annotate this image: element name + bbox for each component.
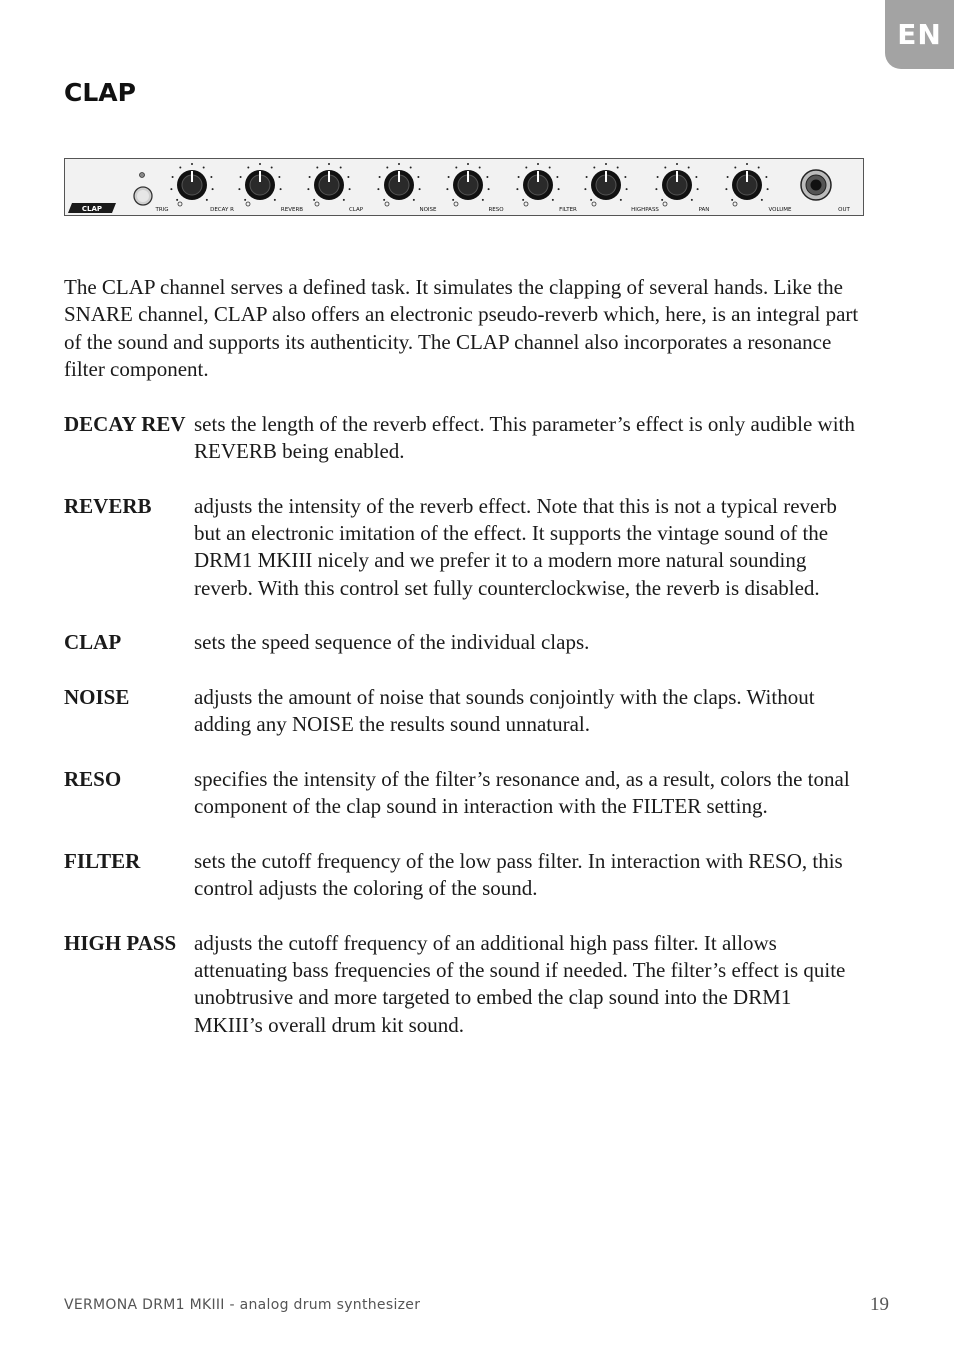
knob-scale-dot (691, 199, 693, 201)
param-term: CLAP (64, 630, 122, 655)
knob-scale-dot (307, 188, 309, 190)
param-noise (64, 684, 864, 739)
knob-scale-dot (661, 199, 663, 201)
knob-scale-dot (522, 199, 524, 201)
knob-scale-dot (417, 176, 419, 178)
knob-scale-dot (734, 167, 736, 169)
knob-scale-dot (765, 176, 767, 178)
param-term: NOISE (64, 684, 130, 709)
knob-scale-dot (617, 167, 619, 169)
knob-scale-dot (271, 167, 273, 169)
knob-scale-dot (413, 199, 415, 201)
param-description: sets the cutoff frequency of the low pass filter. In interaction with RESO, this control adjusts the coloring of the sound. (194, 848, 843, 901)
parameter-list (64, 411, 864, 1066)
knob-scale-dot (590, 199, 592, 201)
knob-scale-dot (731, 199, 733, 201)
param-term: RESO (64, 766, 122, 791)
knob-scale-dot (343, 199, 345, 201)
panel-label: VOLUME (768, 207, 792, 213)
param-clap (64, 629, 864, 656)
knob-scale-dot (758, 167, 760, 169)
param-term: HIGH PASS (64, 930, 177, 955)
panel-label: NOISE (419, 207, 437, 213)
knob-scale-dot (549, 167, 551, 169)
param-description: adjusts the cutoff frequency of an additional high pass filter. It allows attenuating bass frequencies of the sound if needed. The filter’s effect is quite unobtrusive and more targeted to embed the clap sound into the DRM1 MKIII’s overall drum kit sound. (194, 930, 846, 1037)
knob-scale-dot (688, 167, 690, 169)
knob-scale-dot (767, 188, 769, 190)
knob-scale-dot (386, 167, 388, 169)
footer-title: VERMONA DRM1 MKIII - analog drum synthesizer (64, 1297, 421, 1313)
trig-led (140, 173, 145, 178)
knob-scale-dot (398, 163, 400, 165)
knob-scale-dot (584, 188, 586, 190)
knob-scale-dot (377, 188, 379, 190)
page-number: 19 (870, 1294, 889, 1315)
knob-scale-dot (586, 176, 588, 178)
knob-scale-dot (525, 167, 527, 169)
knob-scale-dot (240, 176, 242, 178)
knob-scale-dot (313, 199, 315, 201)
knob-scale-dot (558, 188, 560, 190)
param-description: sets the speed sequence of the individual claps. (194, 630, 590, 655)
knob-scale-dot (761, 199, 763, 201)
knob-scale-dot (486, 176, 488, 178)
param-reso (64, 766, 864, 821)
knob-scale-dot (410, 167, 412, 169)
param-filter (64, 848, 864, 903)
knob-scale-dot (452, 199, 454, 201)
knob-scale-dot (657, 176, 659, 178)
knob-scale-dot (176, 199, 178, 201)
clap-channel-panel-image (64, 158, 864, 216)
knob-scale-dot (488, 188, 490, 190)
param-term: FILTER (64, 848, 141, 873)
knob-scale-dot (278, 176, 280, 178)
knob-scale-dot (446, 188, 448, 190)
intro-paragraph: The CLAP channel serves a defined task. It simulates the clapping of several hands. Like the SNARE channel, CLAP also offers an electronic pseudo-reverb which, here, is an integral part of the sound and supports its authenticity. The CLAP channel also incorporates a resonance filter component. (64, 275, 859, 381)
knob-scale-dot (274, 199, 276, 201)
knob-scale-dot (347, 176, 349, 178)
knob-scale-dot (552, 199, 554, 201)
knob-scale-dot (537, 163, 539, 165)
knob-scale-dot (746, 163, 748, 165)
knob-scale-dot (212, 188, 214, 190)
knob-scale-dot (328, 163, 330, 165)
param-description: sets the length of the reverb effect. This parameter’s effect is only audible with REVERB being enabled. (194, 412, 855, 464)
knob-scale-dot (518, 176, 520, 178)
knob-scale-dot (676, 163, 678, 165)
knob-scale-dot (479, 167, 481, 169)
page-title: CLAP (64, 78, 136, 107)
panel-label: CLAP (348, 207, 364, 213)
knob-scale-dot (455, 167, 457, 169)
knob-scale-dot (448, 176, 450, 178)
language-tab: EN (885, 0, 954, 69)
knob-scale-dot (725, 188, 727, 190)
knob-scale-dot (203, 167, 205, 169)
knob-scale-dot (620, 199, 622, 201)
param-reverb (64, 493, 864, 602)
param-description: specifies the intensity of the filter’s resonance and, as a result, colors the tonal component of the clap sound in interaction with the FILTER setting. (194, 766, 850, 819)
knob-scale-dot (247, 167, 249, 169)
knob-scale-dot (556, 176, 558, 178)
knob-scale-dot (309, 176, 311, 178)
knob-scale-dot (516, 188, 518, 190)
knob-scale-dot (655, 188, 657, 190)
panel-label: OUT (838, 207, 850, 213)
knob-scale-dot (419, 188, 421, 190)
knob-scale-dot (179, 167, 181, 169)
knob-scale-dot (593, 167, 595, 169)
panel-label: RESO (488, 207, 504, 213)
panel-label: DECAY R (210, 207, 234, 213)
knob-scale-dot (280, 188, 282, 190)
panel-label: FILTER (559, 207, 577, 213)
knob-scale-dot (206, 199, 208, 201)
knob-scale-dot (624, 176, 626, 178)
knob-scale-dot (259, 163, 261, 165)
knob-scale-dot (695, 176, 697, 178)
panel-label: TRIG (155, 207, 169, 213)
knob-scale-dot (170, 188, 172, 190)
channel-label: CLAP (81, 205, 103, 213)
panel-label: PAN (698, 207, 710, 213)
knob-scale-dot (340, 167, 342, 169)
knob-scale-dot (379, 176, 381, 178)
knob-scale-dot (172, 176, 174, 178)
knob-scale-dot (467, 163, 469, 165)
param-description: adjusts the intensity of the reverb effect. Note that this is not a typical reverb but an electronic imitation of the effect. It supports the vintage sound of the DRM1 MKIII nicely and we prefer it to a modern more natural sounding reverb. With this control set fully counterclockwise, the reverb is disabled. (194, 493, 837, 600)
knob-scale-dot (605, 163, 607, 165)
knob-scale-dot (482, 199, 484, 201)
knob-scale-dot (316, 167, 318, 169)
param-description: adjusts the amount of noise that sounds conjointly with the claps. Without adding any NOISE the results sound unnatural. (194, 684, 815, 737)
knob-scale-dot (244, 199, 246, 201)
panel-label: REVERB (280, 207, 304, 213)
param-term: REVERB (64, 493, 152, 518)
knob-scale-dot (210, 176, 212, 178)
param-term: DECAY REV (64, 412, 186, 436)
knob-scale-dot (349, 188, 351, 190)
knob-scale-dot (191, 163, 193, 165)
knob-scale-dot (238, 188, 240, 190)
param-decay-rev (64, 411, 864, 466)
knob-scale-dot (383, 199, 385, 201)
knob-scale-dot (727, 176, 729, 178)
knob-scale-dot (697, 188, 699, 190)
param-high-pass (64, 930, 864, 1039)
knob-scale-dot (626, 188, 628, 190)
knob-scale-dot (664, 167, 666, 169)
panel-label: HIGHPASS (631, 207, 659, 213)
